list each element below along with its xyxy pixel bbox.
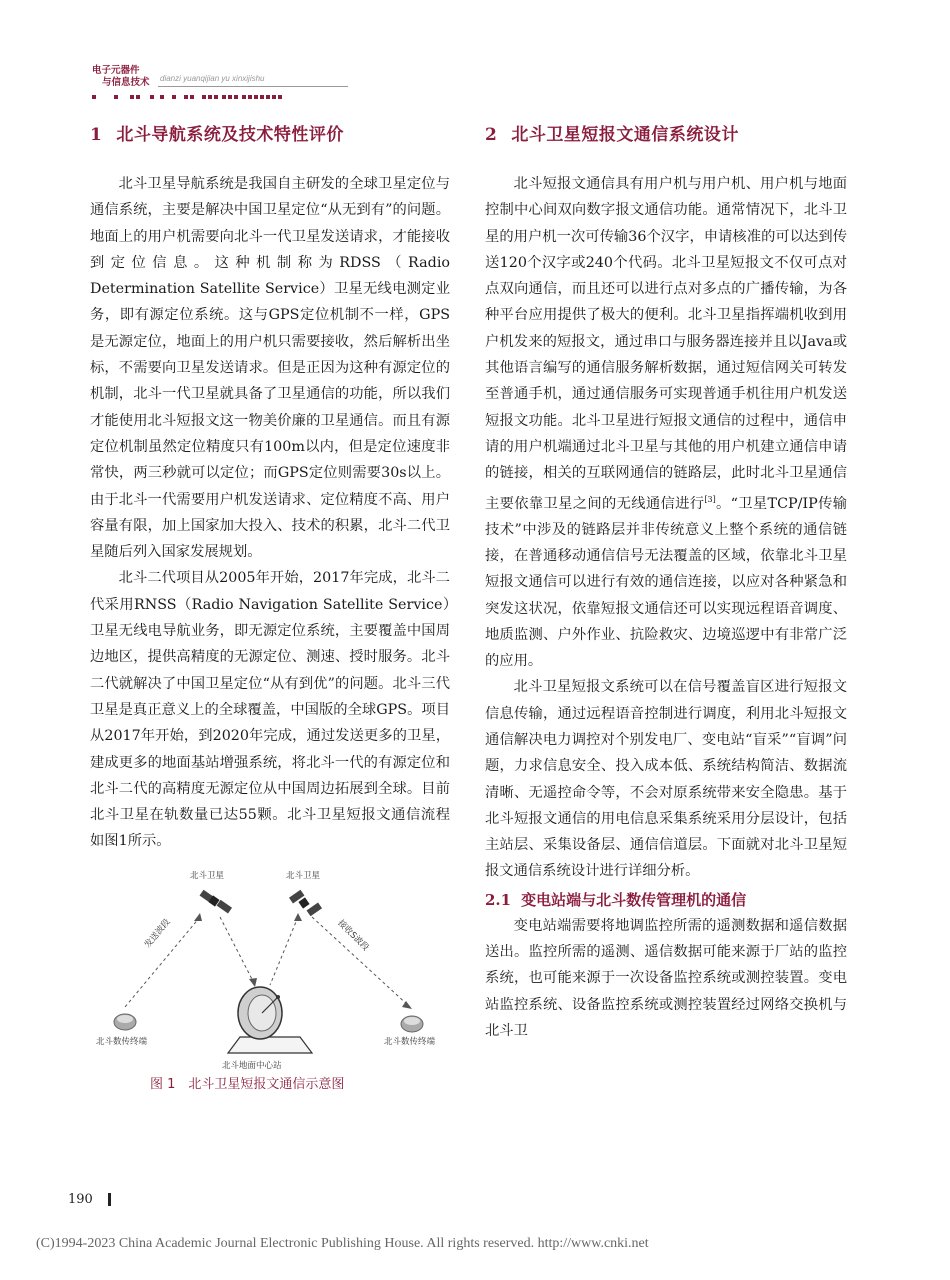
paragraph-beidou-2-3: 北斗二代项目从2005年开始，2017年完成，北斗二代采用RNSS（Radio Navigation Satellite Service）卫星无线电导航业务，即无源定位系统，主要覆盖中国周边地区，提供高精度的无源定位、测速、授时服务。北斗二代就解决了中国卫星定位“从有到优”的问题。北斗三代卫星是真正意义上的全球覆盖，中国版的全球GPS。项目从2017年开始，到2020年完成，通过发送更多的卫星，建成更多的地面基站增强系统，将北斗一代的有源定位和北斗二代的高精度无源定位从中国周边拓展到全球。目前北斗卫星在轨数量已达55颗。北斗卫星短报文通信流程如图1所示。 xyxy=(90,570,450,850)
label-terminal-left: 北斗数传终端 xyxy=(96,1036,148,1047)
paragraph-text-before-ref: 北斗短报文通信具有用户机与用户机、用户机与地面控制中心间双向数字报文通信功能。通常情况下，北斗卫星的用户机一次可传输36个汉字，申请核准的可以达到传送120个汉字或240个代码。北斗卫星短报文不仅可点对点双向通信，而且还可以进行点对多点的广播传输，为各种平台应用提供了极大的便利。北斗卫星指挥端机收到用户机发来的短报文，通过串口与服务器连接并且以Java或其他语言编写的通信服务解析数据，通过短信网关可转发至普通手机，通过通信服务可实现普通手机往用户机发送短报文功能。北斗卫星进行短报文通信的过程中，通信申请的用户机端通过北斗卫星与其他的用户机建立通信申请的链接，相关的互联网通信的链路层，此时北斗卫星通信主要依靠卫星之间的无线通信进行 xyxy=(485,176,847,512)
journal-name-line2: 与信息技术 xyxy=(102,77,150,88)
terminal-left-icon xyxy=(114,1014,136,1030)
section-2-number: 2 xyxy=(485,125,498,145)
label-receive-band: 接收S波段 xyxy=(335,917,371,953)
label-satellite-left: 北斗卫星 xyxy=(190,870,225,881)
figure-1 xyxy=(90,867,450,1097)
journal-pinyin: dianzi yuanqijian yu xinxijishu xyxy=(160,74,265,83)
subsection-2-1-number: 2.1 xyxy=(485,890,512,909)
section-1-number: 1 xyxy=(90,125,103,145)
right-column xyxy=(485,120,847,1044)
section-1-heading xyxy=(90,120,450,145)
satellite-left-icon xyxy=(200,889,232,913)
paragraph-blind-zone: 北斗卫星短报文系统可以在信号覆盖盲区进行短报文信息传输，通过远程语音控制进行调度，利用北斗短报文通信解决电力调控对个别发电厂、变电站“盲采”“盲调”问题，力求信息安全、投入成本低、系统结构简洁、数据流清晰、无遥控命令等，不会对原系统带来安全隐患。基于北斗短报文通信的用电信息采集系统采用分层设计，包括主站层、采集设备层、通信信道层。下面就对北斗卫星短报文通信系统设计进行详细分析。 xyxy=(485,679,847,880)
paragraph-substation: 变电站端需要将地调监控所需的遥测数据和遥信数据送出。监控所需的遥测、遥信数据可能来源于厂站的监控系统，也可能来源于一次设备监控系统或测控装置。变电站监控系统、设备监控系统或测控装置经过网络交换机与北斗卫 xyxy=(485,917,847,1039)
label-terminal-right: 北斗数传终端 xyxy=(384,1036,436,1047)
header-decoration xyxy=(92,92,292,102)
satellite-right-icon xyxy=(289,889,322,916)
paragraph-short-message-intro xyxy=(485,171,847,674)
section-2-title: 北斗卫星短报文通信系统设计 xyxy=(511,125,739,145)
label-satellite-right: 北斗卫星 xyxy=(286,870,321,881)
terminal-right-icon xyxy=(401,1016,423,1032)
journal-name-line1: 电子元器件 xyxy=(92,65,140,76)
subsection-2-1-title: 变电站端与北斗数传管理机的通信 xyxy=(521,890,747,909)
page-number: 190 xyxy=(68,1192,93,1207)
label-ground-station: 北斗地面中心站 xyxy=(222,1060,282,1071)
header-rule xyxy=(158,86,348,87)
section-1-title: 北斗导航系统及技术特性评价 xyxy=(116,125,344,145)
subsection-2-1-heading xyxy=(485,887,847,913)
copyright-footer: (C)1994-2023 China Academic Journal Electronic Publishing House. All rights reserved. http://www.cnki.net xyxy=(36,1236,649,1251)
ground-station-icon xyxy=(228,987,312,1053)
paragraph-beidou-overview: 北斗卫星导航系统是我国自主研发的全球卫星定位与通信系统，主要是解决中国卫星定位“从无到有”的问题。地面上的用户机需要向北斗一代卫星发送请求，才能接收到定位信息。这种机制称为RDSS（Radio Determination Satellite Service）卫星无线电测定业务，即有源定位系统。这与GPS定位机制不一样，GPS是无源定位，地面上的用户机只需要接收，然后解析出坐标，不需要向卫星发送请求。但是正因为这种有源定位的机制，北斗一代卫星就具备了卫星通信的功能，所以我们才能使用北斗短报文这一物美价廉的卫星通信。而且有源定位机制虽然定位精度只有100m以内，但是定位速度非常快，两三秒就可以定位；而GPS定位则需要30s以上。由于北斗一代需要用户机发送请求、定位精度不高、用户容量有限，加上国家加大投入、技术的积累，北斗二代卫星随后列入国家发展规划。 xyxy=(90,176,450,561)
page-number-bar xyxy=(108,1193,111,1206)
paragraph-text-after-ref: 。“卫星TCP/IP传输技术”中涉及的链路层并非传统意义上整个系统的通信链接，在普通移动通信信号无法覆盖的区域，依靠北斗卫星短报文通信可以进行有效的通信连接，以应对各种紧急和突发这状况，依靠短报文通信还可以实现远程语音调度、地质监测、户外作业、抗险救灾、边境巡逻中有非常广泛的应用。 xyxy=(485,495,847,670)
left-column xyxy=(90,120,450,1097)
reference-mark[interactable]: [3] xyxy=(704,494,716,504)
figure-1-caption: 图 1 北斗卫星短报文通信示意图 xyxy=(150,1076,345,1092)
label-send-band: 发送波段 xyxy=(143,917,173,950)
section-2-heading xyxy=(485,120,847,145)
